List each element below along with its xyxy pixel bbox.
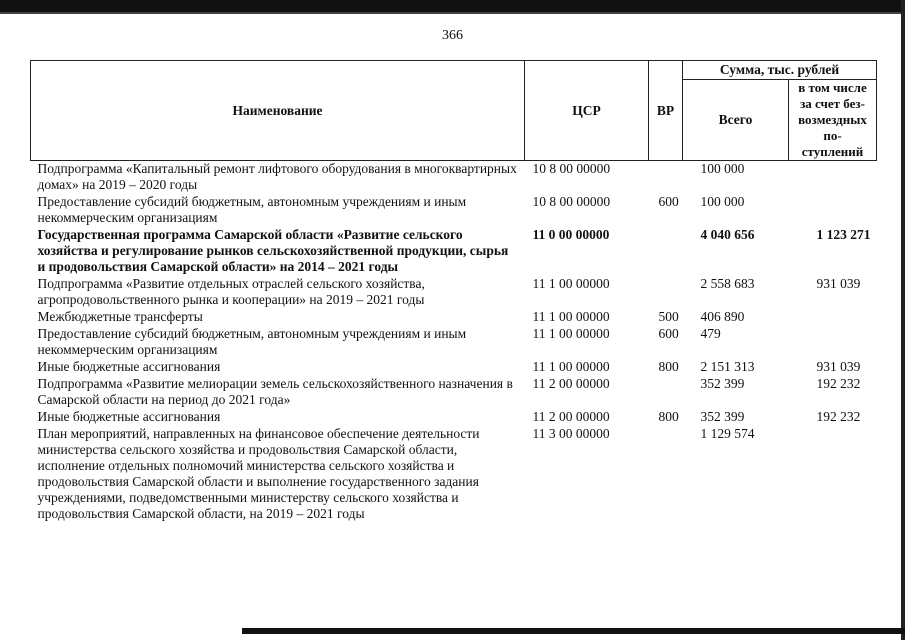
row-name: Иные бюджетные ассигнования (37, 409, 221, 424)
row-total: 406 890 (700, 309, 745, 324)
header-csr: ЦСР (525, 61, 649, 161)
row-vr: 600 (658, 194, 679, 209)
header-incl-line: за счет без- (800, 96, 865, 111)
header-incl-line: возмездных (798, 112, 867, 127)
header-incl-line: в том числе (798, 80, 867, 95)
scan-border-top (0, 0, 905, 12)
row-total: 479 (700, 326, 721, 341)
row-name: Иные бюджетные ассигнования (37, 359, 221, 374)
row-incl: 931 039 (816, 276, 861, 291)
table-body (31, 161, 877, 524)
header-incl-line: ступлений (801, 144, 864, 159)
table-row (31, 376, 877, 409)
scan-border-bottom (242, 628, 905, 634)
header-name: Наименование (31, 61, 525, 161)
header-incl (789, 80, 877, 161)
scan-border-top-inner (0, 12, 905, 14)
row-csr: 11 1 00 00000 (532, 276, 610, 291)
row-vr: 500 (658, 309, 679, 324)
row-incl (789, 326, 877, 359)
scan-border-right (901, 0, 905, 640)
page-number: 366 (442, 28, 463, 43)
row-csr: 11 3 00 00000 (532, 426, 610, 441)
row-csr: 11 1 00 00000 (532, 326, 610, 341)
table-row (31, 359, 877, 376)
header-total: Всего (683, 80, 789, 161)
row-name: Подпрограмма «Развитие отдельных отраслей сельского хозяйства, агропродовольственного рынка и кооперации» на 2019 – 2021 годы (37, 276, 425, 307)
table-row (31, 161, 877, 195)
row-csr: 11 1 00 00000 (532, 309, 610, 324)
row-total: 352 399 (700, 376, 745, 391)
row-vr (649, 276, 683, 309)
row-vr (649, 227, 683, 276)
row-name: Подпрограмма «Развитие мелиорации земель сельскохозяйственного назначения в Самарской области на период до 2021 года» (37, 376, 513, 407)
table-row (31, 426, 877, 523)
row-vr (649, 376, 683, 409)
row-total: 4 040 656 (700, 227, 755, 242)
table-row (31, 194, 877, 227)
row-csr: 11 2 00 00000 (532, 409, 610, 424)
row-incl (789, 194, 877, 227)
row-name: Предоставление субсидий бюджетным, автономным учреждениям и иным некоммерческим организациям (37, 326, 467, 357)
row-total: 100 000 (700, 161, 745, 176)
row-name: Межбюджетные трансферты (37, 309, 203, 324)
table-row (31, 227, 877, 276)
row-name: Подпрограмма «Капитальный ремонт лифтового оборудования в многоквартирных домах» на 2019 – 2020 годы (37, 161, 517, 192)
row-vr (649, 161, 683, 195)
table-row (31, 309, 877, 326)
table-row (31, 326, 877, 359)
header-vr: ВР (649, 61, 683, 161)
row-incl: 192 232 (816, 376, 861, 391)
row-csr: 11 2 00 00000 (532, 376, 610, 391)
row-incl (789, 161, 877, 195)
table-row (31, 276, 877, 309)
row-csr: 10 8 00 00000 (532, 161, 611, 176)
row-incl: 931 039 (816, 359, 861, 374)
row-csr: 11 0 00 00000 (532, 227, 610, 242)
row-incl: 192 232 (816, 409, 861, 424)
row-total: 2 151 313 (700, 359, 755, 374)
row-incl (789, 426, 877, 523)
row-incl: 1 123 271 (816, 227, 871, 242)
row-vr: 600 (658, 326, 679, 341)
row-vr: 800 (658, 359, 679, 374)
row-total: 100 000 (700, 194, 745, 209)
table-row (31, 409, 877, 426)
header-sum: Сумма, тыс. рублей (683, 61, 877, 80)
table-header (31, 61, 877, 161)
row-name: План мероприятий, направленных на финансовое обеспечение деятельности министерства сельского хозяйства и продовольствия Самарской области, исполнение отдельных полномочий министерства сельского хозяйства и продовольствия Самарской области и выполнение государственного задания учреждениями, подведомственными министерству сельского хозяйства и продовольствия Самарской области, на 2019 – 2021 годы (37, 426, 480, 521)
row-vr (649, 426, 683, 523)
row-csr: 11 1 00 00000 (532, 359, 610, 374)
row-total: 1 129 574 (700, 426, 755, 441)
row-incl (789, 309, 877, 326)
row-csr: 10 8 00 00000 (532, 194, 611, 209)
row-vr: 800 (658, 409, 679, 424)
row-name: Предоставление субсидий бюджетным, автономным учреждениям и иным некоммерческим организациям (37, 194, 467, 225)
row-total: 352 399 (700, 409, 745, 424)
budget-table (30, 60, 877, 523)
header-incl-line: по- (823, 128, 842, 143)
row-total: 2 558 683 (700, 276, 755, 291)
row-name: Государственная программа Самарской области «Развитие сельского хозяйства и регулирование рынков сельскохозяйственной продукции, сырья и продовольствия Самарской области» на 2014 – 2021 годы (37, 227, 509, 274)
